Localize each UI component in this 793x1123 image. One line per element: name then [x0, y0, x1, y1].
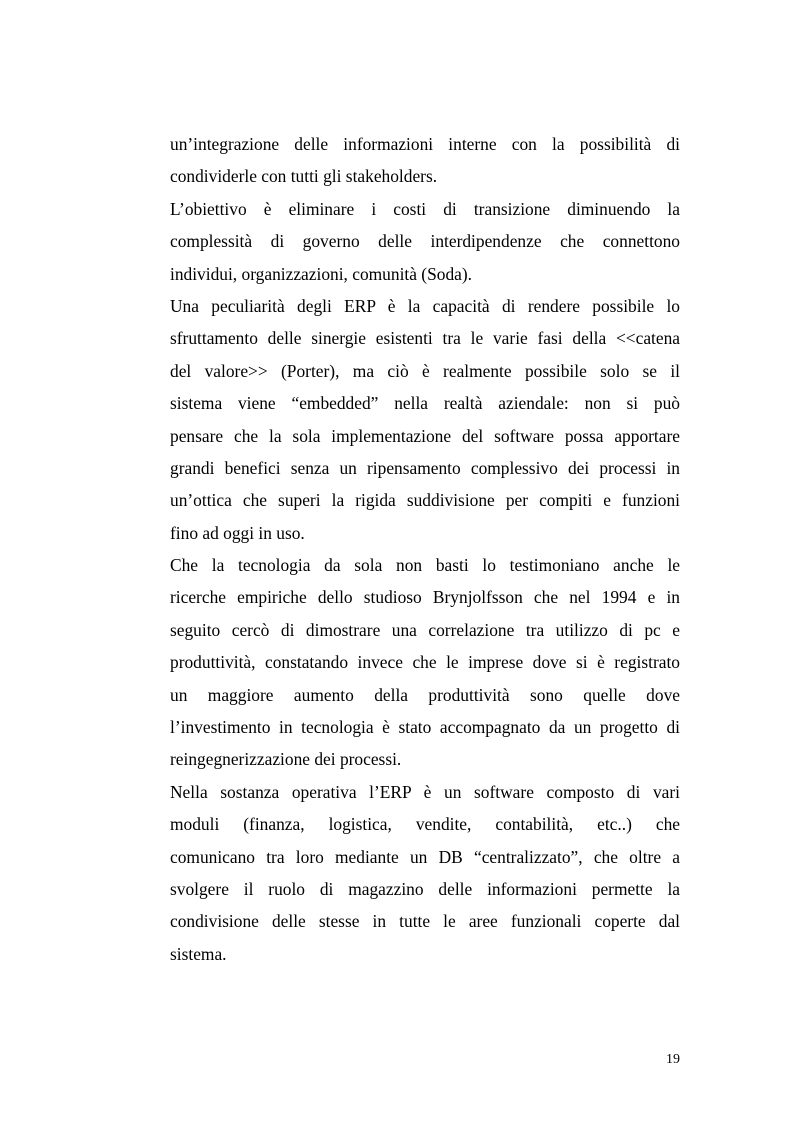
text-line: un’ottica che superi la rigida suddivisione per compiti e funzioni	[170, 490, 680, 511]
paragraph	[170, 128, 680, 193]
text-line: individui, organizzazioni, comunità (Soda).	[170, 263, 473, 284]
text-line: L’obiettivo è eliminare i costi di transizione diminuendo la	[170, 198, 680, 219]
text-line: complessità di governo delle interdipendenze che connettono	[170, 231, 680, 252]
text-line: fino ad oggi in uso.	[170, 522, 305, 543]
paragraph	[170, 290, 680, 549]
text-line: l’investimento in tecnologia è stato accompagnato da un progetto di	[170, 717, 680, 738]
text-line: svolgere il ruolo di magazzino delle informazioni permette la	[170, 878, 680, 899]
text-line: condivisione delle stesse in tutte le aree funzionali coperte dal	[170, 911, 680, 932]
text-line: un maggiore aumento della produttività sono quelle dove	[170, 684, 680, 705]
text-line: del valore>> (Porter), ma ciò è realmente possibile solo se il	[170, 360, 680, 381]
page-body	[170, 128, 680, 970]
text-line: sfruttamento delle sinergie esistenti tra le varie fasi della <<catena	[170, 328, 680, 349]
text-line: condividerle con tutti gli stakeholders.	[170, 166, 438, 187]
text-line: Una peculiarità degli ERP è la capacità di rendere possibile lo	[170, 295, 680, 316]
text-line: comunicano tra loro mediante un DB “centralizzato”, che oltre a	[170, 846, 680, 867]
text-line: reingegnerizzazione dei processi.	[170, 749, 402, 770]
text-line: grandi benefici senza un ripensamento complessivo dei processi in	[170, 457, 680, 478]
paragraph	[170, 193, 680, 290]
text-line: ricerche empiriche dello studioso Brynjolfsson che nel 1994 e in	[170, 587, 680, 608]
text-line: pensare che la sola implementazione del software possa apportare	[170, 425, 680, 446]
text-line: produttività, constatando invece che le imprese dove si è registrato	[170, 652, 680, 673]
text-line: Che la tecnologia da sola non basti lo testimoniano anche le	[170, 555, 680, 576]
text-line: sistema viene “embedded” nella realtà aziendale: non si può	[170, 393, 680, 414]
text-line: moduli (finanza, logistica, vendite, contabilità, etc..) che	[170, 814, 680, 835]
paragraph	[170, 549, 680, 776]
text-line: Nella sostanza operativa l’ERP è un software composto di vari	[170, 781, 680, 802]
text-line: sistema.	[170, 943, 227, 964]
text-line: un’integrazione delle informazioni interne con la possibilità di	[170, 134, 680, 154]
text-line: seguito cercò di dimostrare una correlazione tra utilizzo di pc e	[170, 619, 680, 640]
paragraph	[170, 776, 680, 970]
page-number: 19	[666, 1052, 680, 1067]
